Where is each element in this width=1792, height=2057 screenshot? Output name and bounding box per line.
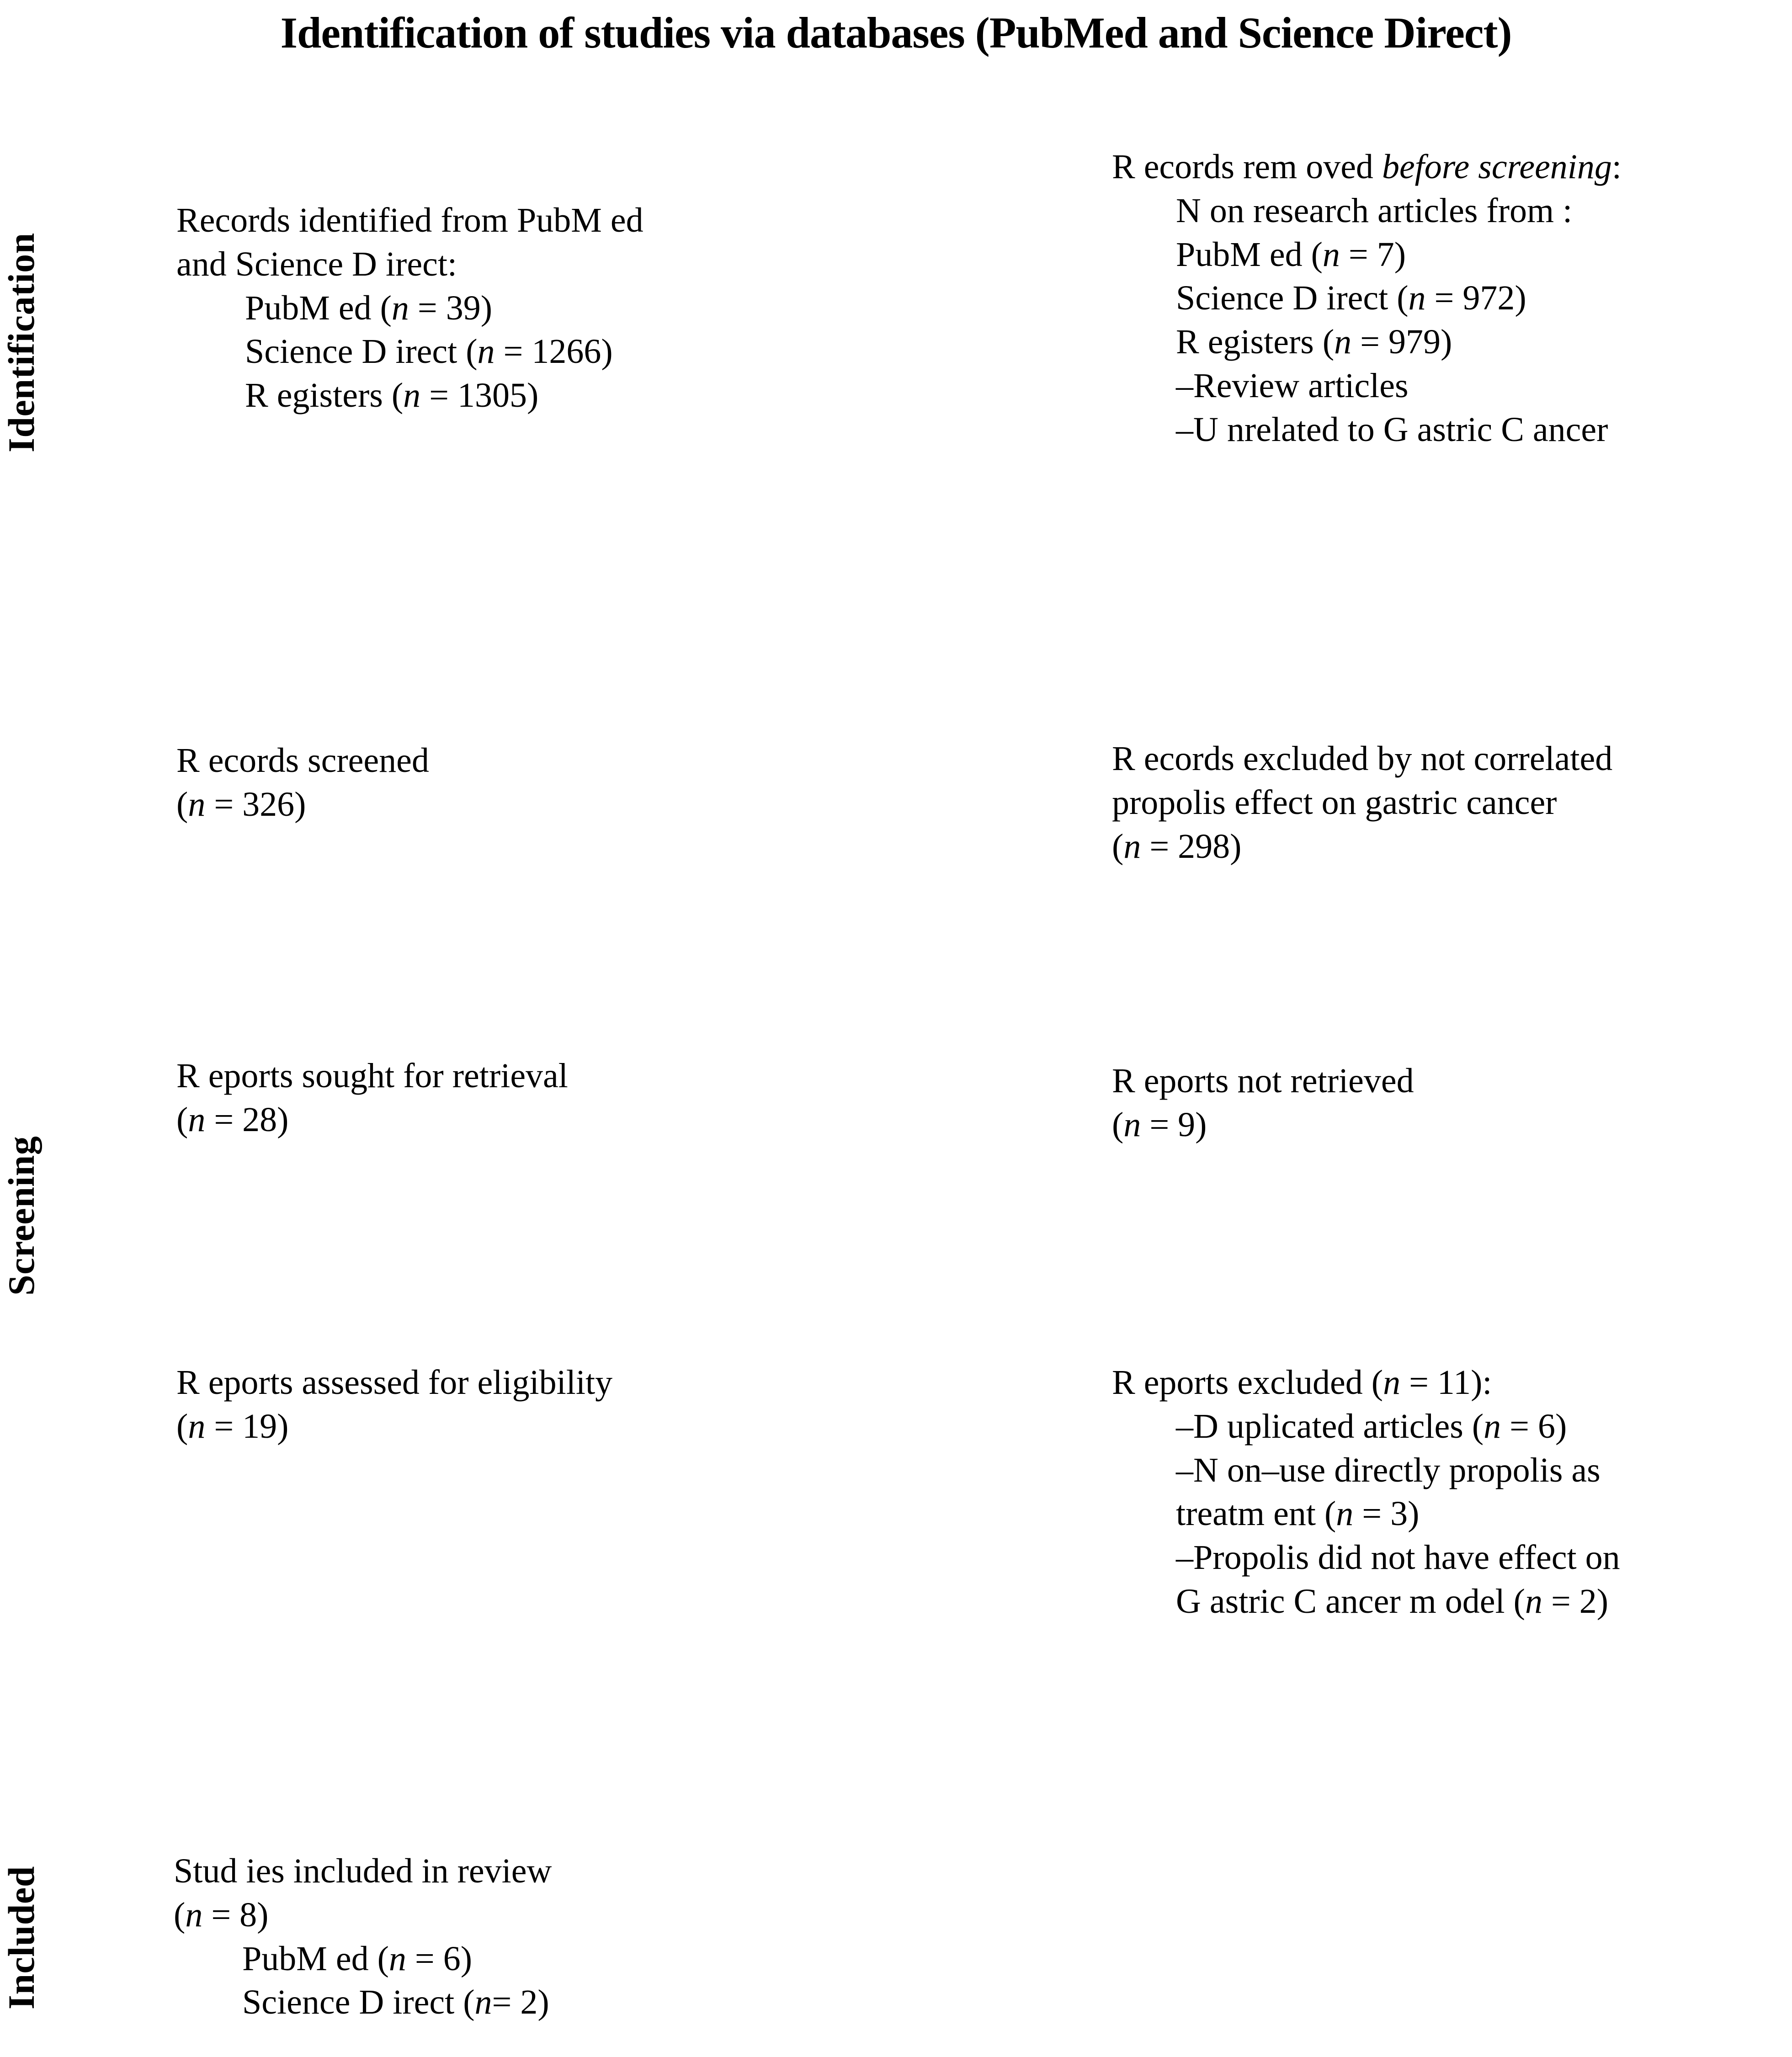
records-screened-line-1: R ecords screened <box>176 741 429 780</box>
records-excluded-count: (n = 298) <box>1112 827 1242 866</box>
reports-excluded-item-duplicated: –D uplicated articles (n = 6) <box>1176 1407 1567 1446</box>
n-symbol: n <box>388 1939 406 1978</box>
reports-assessed-line-1: R eports assessed for eligibility <box>176 1363 613 1402</box>
reports-not-retrieved-line-1: R eports not retrieved <box>1112 1062 1414 1100</box>
n-symbol: n <box>1322 235 1340 274</box>
reports-sought-line-1: R eports sought for retrieval <box>176 1057 568 1095</box>
n-symbol: n <box>1336 1494 1354 1533</box>
reports-excluded-item-noeffect-2: G astric C ancer m odel (n = 2) <box>1176 1582 1609 1621</box>
box-records-removed-before-screening <box>1112 145 1622 452</box>
n-symbol: n <box>1123 827 1141 866</box>
records-removed-item-nonresearch: N on research articles from : <box>1176 191 1573 230</box>
page-title: Identification of studies via databases (PubMed and Science Direct) <box>280 8 1512 57</box>
n-symbol: n <box>188 1100 206 1139</box>
n-symbol: n <box>188 1407 206 1446</box>
n-symbol: n <box>185 1895 203 1934</box>
records-identified-item-registers: R egisters (n = 1305) <box>245 376 539 415</box>
n-symbol: n <box>1383 1363 1401 1402</box>
reports-excluded-item-nonuse-2: treatm ent (n = 3) <box>1176 1494 1420 1533</box>
reports-assessed-count: (n = 19) <box>176 1407 289 1446</box>
records-removed-heading-plain: R ecords rem oved <box>1112 148 1382 186</box>
records-removed-heading <box>1112 145 1622 189</box>
n-symbol: n <box>391 288 409 327</box>
box-reports-sought-for-retrieval <box>176 1054 568 1142</box>
records-removed-item-registers: R egisters (n = 979) <box>1176 323 1452 361</box>
records-identified-item-sciencedirect: Science D irect (n = 1266) <box>245 332 613 371</box>
studies-included-count: (n = 8) <box>174 1895 269 1934</box>
stage-label-included: Included <box>0 1866 42 2009</box>
reports-excluded-item-nonuse-1: –N on–use directly propolis as <box>1176 1451 1601 1489</box>
box-studies-included-in-review <box>174 1850 552 2025</box>
n-symbol: n <box>1484 1407 1501 1446</box>
n-symbol: n <box>1408 279 1426 318</box>
n-symbol: n <box>1123 1105 1141 1144</box>
box-records-screened <box>176 739 429 827</box>
records-identified-item-pubmed: PubM ed (n = 39) <box>245 288 493 327</box>
reports-sought-count: (n = 28) <box>176 1100 289 1139</box>
records-removed-item-unrelated: –U nrelated to G astric C ancer <box>1176 410 1608 449</box>
box-records-identified <box>176 199 643 418</box>
n-symbol: n <box>188 785 206 824</box>
reports-excluded-item-noeffect-1: –Propolis did not have effect on <box>1176 1538 1620 1577</box>
records-identified-line-1: Records identified from PubM ed <box>176 201 643 239</box>
records-removed-item-sciencedirect: Science D irect (n = 972) <box>1176 279 1526 318</box>
records-removed-item-pubmed: PubM ed (n = 7) <box>1176 235 1406 274</box>
records-excluded-line-1: R ecords excluded by not correlated <box>1112 739 1613 778</box>
records-excluded-line-2: propolis effect on gastric cancer <box>1112 783 1557 822</box>
stage-label-identification: Identification <box>0 233 42 453</box>
records-removed-heading-tail: : <box>1611 148 1622 186</box>
n-symbol: n <box>477 332 495 371</box>
studies-included-item-pubmed: PubM ed (n = 6) <box>242 1939 473 1978</box>
box-reports-assessed-for-eligibility <box>176 1361 612 1449</box>
n-symbol: n <box>1525 1582 1542 1621</box>
studies-included-line-1: Stud ies included in review <box>174 1852 552 1890</box>
records-removed-heading-italic: before screening <box>1382 148 1612 186</box>
records-removed-item-review-articles: –Review articles <box>1176 366 1409 405</box>
stage-label-screening: Screening <box>0 1136 42 1296</box>
box-reports-not-retrieved <box>1112 1059 1414 1147</box>
n-symbol: n <box>474 1983 492 2022</box>
reports-not-retrieved-count: (n = 9) <box>1112 1105 1207 1144</box>
box-records-excluded <box>1112 737 1612 868</box>
records-identified-line-2: and Science D irect: <box>176 245 457 283</box>
studies-included-item-sciencedirect: Science D irect (n= 2) <box>242 1983 549 2022</box>
box-reports-excluded <box>1112 1361 1620 1624</box>
n-symbol: n <box>403 376 421 415</box>
records-screened-count: (n = 326) <box>176 785 306 824</box>
reports-excluded-heading: R eports excluded (n = 11): <box>1112 1363 1492 1402</box>
n-symbol: n <box>1334 323 1352 361</box>
